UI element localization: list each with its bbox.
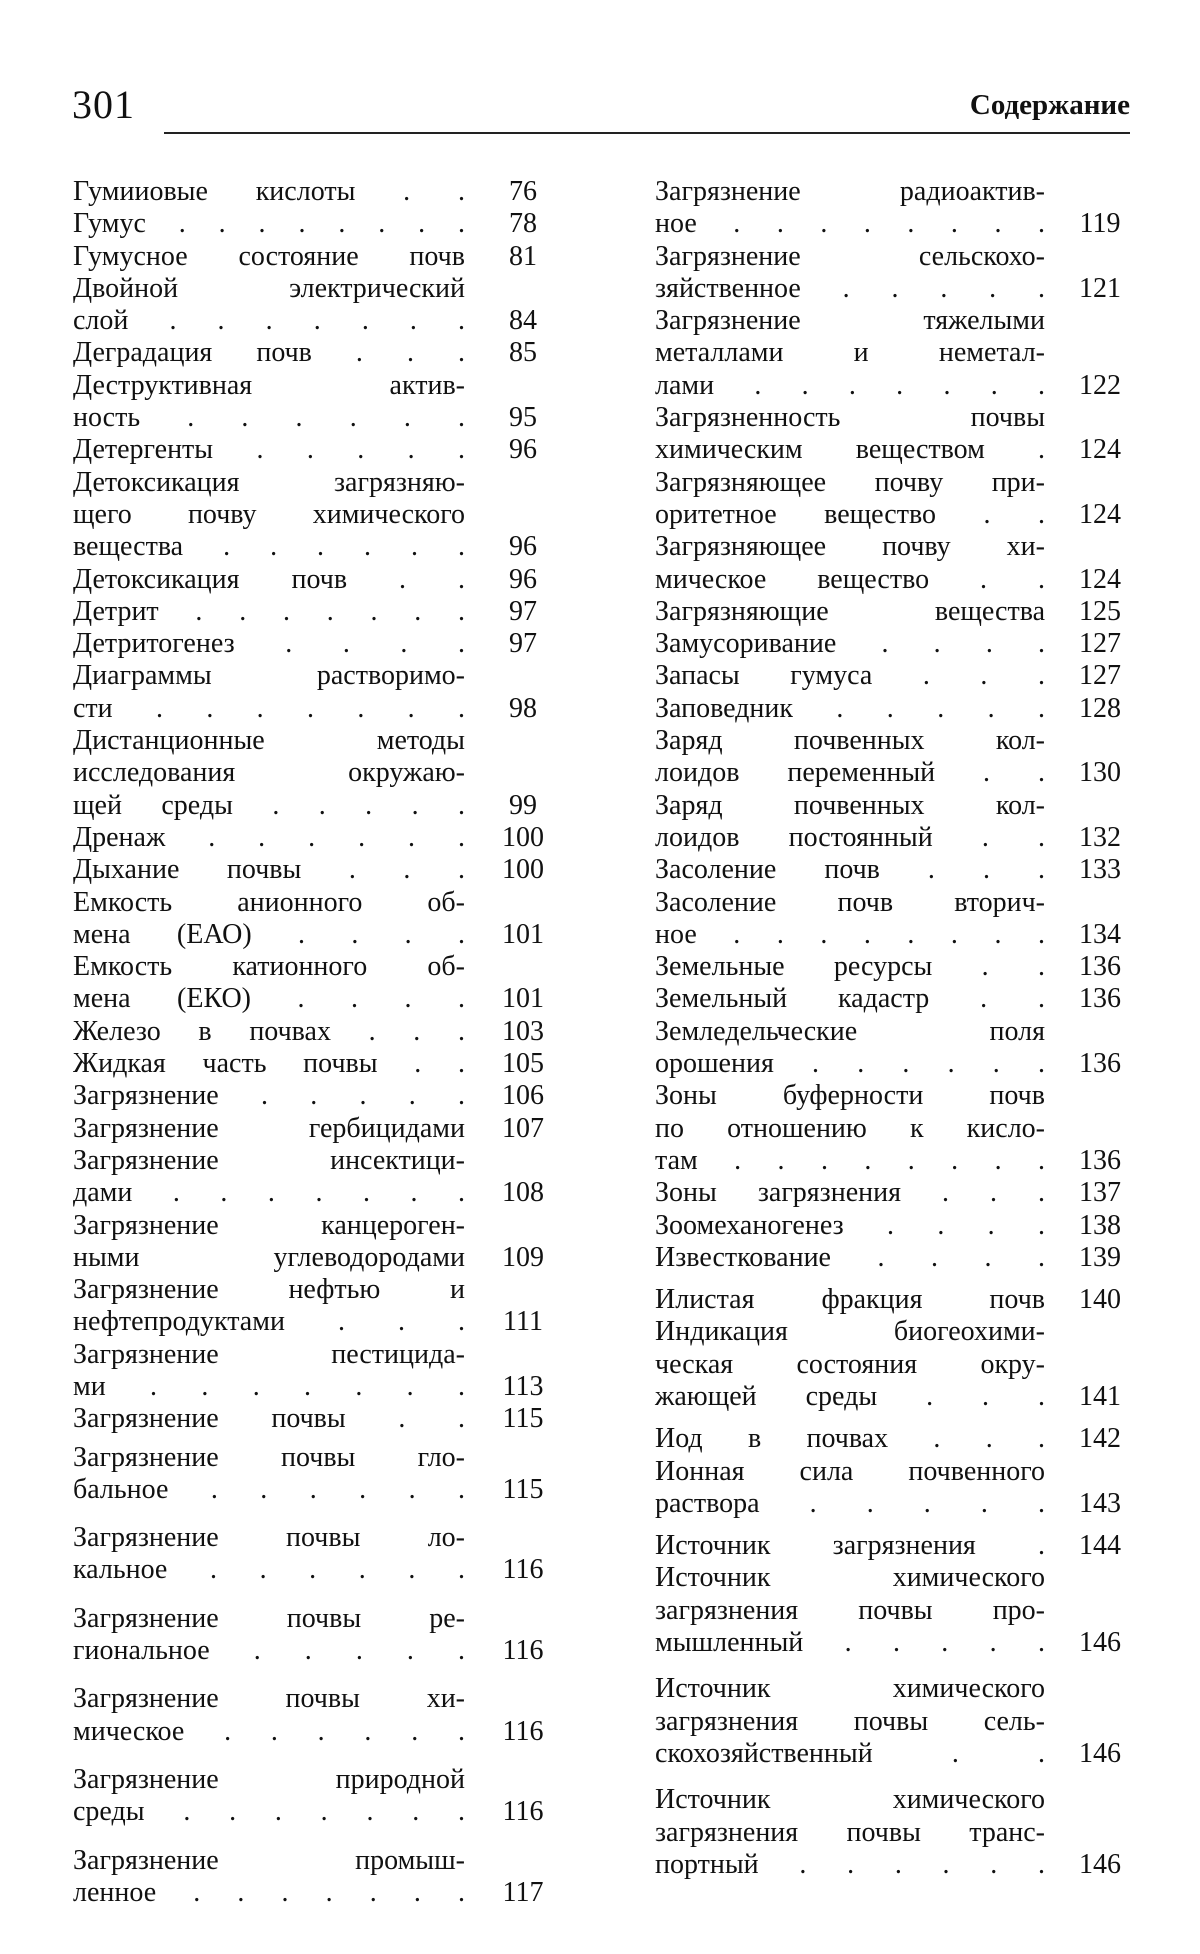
index-entry [655, 1673, 1135, 1770]
index-term-line: там . . . . . . . . [655, 1144, 1045, 1176]
index-entry [655, 628, 1135, 660]
index-page-number: 101 [502, 983, 544, 1015]
index-entry [73, 176, 568, 208]
index-page-number: 97 [509, 628, 537, 660]
index-term-line: дами . . . . . . . [73, 1177, 465, 1209]
index-page-number: 85 [509, 337, 537, 369]
index-term-line: мена (ЕКО) . . . . [73, 983, 465, 1015]
index-page-number: 115 [502, 1403, 544, 1435]
index-page-number: 95 [509, 402, 537, 434]
index-entry [73, 1442, 568, 1507]
index-entry [655, 951, 1135, 983]
index-term-line: кальное . . . . . . [73, 1554, 465, 1586]
page-number: 301 [72, 82, 135, 127]
index-term-line: Гумус . . . . . . . . [73, 208, 465, 240]
index-page-number: 134 [1079, 918, 1121, 950]
index-page-number: 133 [1079, 854, 1121, 886]
index-page-number: 124 [1079, 434, 1121, 466]
index-entry [73, 564, 568, 596]
index-entry [73, 822, 568, 854]
index-entry [73, 1403, 568, 1435]
index-term-line: Деструктивная актив- [73, 369, 465, 401]
index-term-line: Загрязнение промыш- [73, 1844, 465, 1876]
index-term-line: портный . . . . . . [655, 1848, 1045, 1880]
index-entry [73, 370, 568, 435]
index-page-number: 111 [503, 1306, 543, 1338]
index-column-right [655, 176, 1135, 1881]
index-term-line: Заряд почвенных кол- [655, 725, 1045, 757]
index-term-line: загрязнения почвы про- [655, 1594, 1045, 1626]
index-term-line: Детритогенез . . . . [73, 628, 465, 660]
index-term-line: исследования окружаю- [73, 757, 465, 789]
index-page-number: 137 [1079, 1177, 1121, 1209]
index-term-line: слой . . . . . . . [73, 305, 465, 337]
index-page-number: 128 [1079, 692, 1121, 724]
index-term-line: Загрязнение тяжелыми [655, 305, 1045, 337]
index-term-line: Замусоривание . . . . [655, 628, 1045, 660]
index-term-line: Загрязнение канцероген- [73, 1209, 465, 1241]
index-term-line: Загрязнение инсектици- [73, 1144, 465, 1176]
index-entry [655, 1530, 1135, 1562]
index-entry [73, 628, 568, 660]
index-entry [655, 596, 1135, 628]
index-entry [655, 1456, 1135, 1521]
index-term-line: Зоны буферности почв [655, 1080, 1045, 1112]
index-entry [655, 1177, 1135, 1209]
index-term-line: Детрит . . . . . . . [73, 595, 465, 627]
index-page-number: 107 [502, 1112, 544, 1144]
index-page-number: 124 [1079, 563, 1121, 595]
index-page-number: 103 [502, 1015, 544, 1047]
index-term-line: Зоны загрязнения . . . [655, 1177, 1045, 1209]
index-page-number: 116 [502, 1554, 544, 1586]
header-rule [164, 132, 1130, 134]
index-page-number: 99 [509, 789, 537, 821]
index-entry [73, 1683, 568, 1748]
index-page-number: 138 [1079, 1209, 1121, 1241]
index-term-line: загрязнения почвы сель- [655, 1705, 1045, 1737]
index-term-line: ными углеводородами [73, 1241, 465, 1273]
index-term-line: Железо в почвах . . . [73, 1015, 465, 1047]
index-entry [655, 693, 1135, 725]
index-term-line: Деградация почв . . . [73, 337, 465, 369]
index-term-line: Заряд почвенных кол- [655, 789, 1045, 821]
index-entry [73, 725, 568, 822]
index-page-number: 78 [509, 208, 537, 240]
index-entry [655, 1242, 1135, 1274]
index-term-line: орошения . . . . . . [655, 1048, 1045, 1080]
index-entry [73, 434, 568, 466]
running-title: Содержание [969, 89, 1130, 121]
index-page-number: 109 [502, 1241, 544, 1273]
index-page-number: 142 [1079, 1423, 1121, 1455]
index-term-line: по отношению к кисло- [655, 1112, 1045, 1144]
index-entry [73, 1603, 568, 1668]
index-entry [73, 241, 568, 273]
index-page-number: 98 [509, 692, 537, 724]
index-page-number: 115 [502, 1473, 544, 1505]
index-page-number: 146 [1079, 1737, 1121, 1769]
index-entry [73, 660, 568, 725]
index-term-line: ное . . . . . . . . [655, 208, 1045, 240]
index-term-line: бальное . . . . . . [73, 1473, 465, 1505]
index-term-line: Земельный кадастр . . [655, 983, 1045, 1015]
index-term-line: Двойной электрический [73, 272, 465, 304]
index-entry [73, 1113, 568, 1145]
index-page-number: 96 [509, 563, 537, 595]
index-page-number: 122 [1079, 369, 1121, 401]
index-page-number: 100 [502, 821, 544, 853]
index-page-number: 84 [509, 305, 537, 337]
index-page-number: 101 [502, 918, 544, 950]
index-entry [73, 1522, 568, 1587]
index-term-line: вещества . . . . . . [73, 531, 465, 563]
index-term-line: ленное . . . . . . . [73, 1876, 465, 1908]
index-entry [73, 337, 568, 369]
index-term-line: Гумусное состояние почв [73, 240, 465, 272]
index-entry [73, 1210, 568, 1275]
index-entry [655, 725, 1135, 790]
index-term-line: сти . . . . . . . [73, 692, 465, 724]
index-page-number: 105 [502, 1048, 544, 1080]
index-term-line: Илистая фракция почв [655, 1284, 1045, 1316]
index-page-number: 97 [509, 595, 537, 627]
index-term-line: Загрязнение . . . . . [73, 1080, 465, 1112]
index-term-line: Емкость катионного об- [73, 951, 465, 983]
index-page-number: 143 [1079, 1487, 1121, 1519]
index-page-number: 132 [1079, 821, 1121, 853]
index-term-line: мическое . . . . . . [73, 1715, 465, 1747]
index-page-number: 136 [1079, 1144, 1121, 1176]
index-term-line: гиональное . . . . . [73, 1635, 465, 1667]
index-term-line: Засоление почв вторич- [655, 886, 1045, 918]
index-term-line: Зоомеханогенез . . . . [655, 1209, 1045, 1241]
index-term-line: Диаграммы растворимо- [73, 660, 465, 692]
index-term-line: Загрязняющие вещества [655, 595, 1045, 627]
index-term-line: Загрязненность почвы [655, 402, 1045, 434]
index-term-line: Загрязнение почвы хи- [73, 1683, 465, 1715]
index-entry [73, 273, 568, 338]
index-term-line: Известкование . . . . [655, 1241, 1045, 1273]
index-term-line: мическое вещество . . [655, 563, 1045, 595]
index-term-line: раствора . . . . . [655, 1487, 1045, 1519]
index-term-line: металлами и неметал- [655, 337, 1045, 369]
index-page-number: 116 [502, 1796, 544, 1828]
index-term-line: Источник химического [655, 1673, 1045, 1705]
index-entry [73, 951, 568, 1016]
index-page-number: 113 [502, 1370, 544, 1402]
index-page-number: 100 [502, 854, 544, 886]
index-page-number: 141 [1079, 1380, 1121, 1412]
index-term-line: Загрязнение гербицидами [73, 1112, 465, 1144]
index-page-number: 136 [1079, 983, 1121, 1015]
index-entry [655, 887, 1135, 952]
index-term-line: щего почву химического [73, 498, 465, 530]
index-term-line: мышленный . . . . . [655, 1627, 1045, 1659]
index-entry [655, 176, 1135, 241]
index-term-line: Детергенты . . . . . [73, 434, 465, 466]
index-entry [655, 1080, 1135, 1177]
index-entry [655, 305, 1135, 402]
index-term-line: Загрязнение почвы . . [73, 1403, 465, 1435]
index-term-line: скохозяйственный . . [655, 1737, 1045, 1769]
index-term-line: Дистанционные методы [73, 725, 465, 757]
index-term-line: ное . . . . . . . . [655, 918, 1045, 950]
index-page-number: 119 [1079, 208, 1121, 240]
index-term-line: Загрязнение природной [73, 1763, 465, 1795]
index-term-line: Гумииовые кислоты . . [73, 176, 465, 207]
index-page-number: 76 [509, 176, 537, 207]
index-term-line: Загрязнение сельскохо- [655, 240, 1045, 272]
index-column-left [73, 176, 568, 1909]
index-term-line: Иод в почвах . . . [655, 1423, 1045, 1455]
index-page-number: 139 [1079, 1241, 1121, 1273]
index-term-line: Загрязнение почвы ло- [73, 1522, 465, 1554]
index-page-number: 117 [502, 1876, 544, 1908]
index-term-line: ческая состояния окру- [655, 1348, 1045, 1380]
index-term-line: химическим веществом . [655, 434, 1045, 466]
index-term-line: Детоксикация загрязняю- [73, 466, 465, 498]
index-entry [655, 1316, 1135, 1413]
index-page-number: 127 [1079, 660, 1121, 692]
index-term-line: Жидкая часть почвы . . [73, 1048, 465, 1080]
index-page-number: 146 [1079, 1627, 1121, 1659]
index-term-line: мена (ЕАО) . . . . [73, 918, 465, 950]
index-page-number: 127 [1079, 628, 1121, 660]
index-term-line: Детоксикация почв . . [73, 563, 465, 595]
index-term-line: лоидов постоянный . . [655, 821, 1045, 853]
index-entry [655, 790, 1135, 855]
index-entry [73, 596, 568, 628]
index-term-line: лоидов переменный . . [655, 757, 1045, 789]
index-entry [655, 854, 1135, 886]
index-entry [73, 1080, 568, 1112]
index-page-number: 146 [1079, 1848, 1121, 1880]
index-page-number: 106 [502, 1080, 544, 1112]
index-term-line: Земледельческие поля [655, 1015, 1045, 1047]
index-page-number: 124 [1079, 498, 1121, 530]
index-term-line: Загрязнение почвы ре- [73, 1602, 465, 1634]
index-entry [655, 402, 1135, 467]
index-term-line: Запасы гумуса . . . [655, 660, 1045, 692]
index-term-line: зяйственное . . . . . [655, 272, 1045, 304]
index-page-number: 121 [1079, 272, 1121, 304]
index-term-line: Дренаж . . . . . . [73, 821, 465, 853]
index-entry [655, 531, 1135, 596]
index-entry [655, 467, 1135, 532]
index-entry [73, 854, 568, 886]
index-term-line: оритетное вещество . . [655, 498, 1045, 530]
index-term-line: Земельные ресурсы . . [655, 951, 1045, 983]
index-term-line: лами . . . . . . . [655, 369, 1045, 401]
index-entry [73, 467, 568, 564]
index-page-number: 144 [1079, 1530, 1121, 1562]
index-page-number: 108 [502, 1177, 544, 1209]
index-term-line: Засоление почв . . . [655, 854, 1045, 886]
index-entry [655, 1210, 1135, 1242]
index-term-line: Заповедник . . . . . [655, 692, 1045, 724]
index-entry [655, 1784, 1135, 1881]
index-entry [73, 1048, 568, 1080]
index-term-line: нефтепродуктами . . . [73, 1306, 465, 1338]
index-page-number: 136 [1079, 1048, 1121, 1080]
index-page-number: 96 [509, 531, 537, 563]
index-page-number: 96 [509, 434, 537, 466]
index-term-line: ми . . . . . . . [73, 1370, 465, 1402]
index-term-line: жающей среды . . . [655, 1380, 1045, 1412]
index-term-line: Загрязняющее почву хи- [655, 531, 1045, 563]
page-header [72, 80, 1130, 130]
index-entry [655, 1562, 1135, 1659]
index-term-line: Загрязнение радиоактив- [655, 176, 1045, 207]
index-page-number: 81 [509, 240, 537, 272]
index-term-line: Ионная сила почвенного [655, 1455, 1045, 1487]
index-term-line: Загрязнение почвы гло- [73, 1441, 465, 1473]
index-page-number: 116 [502, 1715, 544, 1747]
index-entry [655, 1284, 1135, 1316]
index-entry [73, 1145, 568, 1210]
index-term-line: среды . . . . . . . [73, 1796, 465, 1828]
index-term-line: Источник химического [655, 1784, 1045, 1816]
index-entry [73, 1845, 568, 1910]
index-entry [73, 1764, 568, 1829]
index-term-line: Источник химического [655, 1562, 1045, 1594]
index-term-line: загрязнения почвы транс- [655, 1816, 1045, 1848]
index-entry [655, 241, 1135, 306]
index-entry [655, 1016, 1135, 1081]
index-page-number: 140 [1079, 1284, 1121, 1316]
index-term-line: Емкость анионного об- [73, 886, 465, 918]
index-term-line: Дыхание почвы . . . [73, 854, 465, 886]
index-term-line: Загрязняющее почву при- [655, 466, 1045, 498]
index-entry [73, 1274, 568, 1339]
index-page-number: 125 [1079, 595, 1121, 627]
index-entry [655, 660, 1135, 692]
index-entry [73, 208, 568, 240]
index-term-line: Источник загрязнения . [655, 1530, 1045, 1562]
index-term-line: ность . . . . . . [73, 402, 465, 434]
index-page-number: 130 [1079, 757, 1121, 789]
index-term-line: щей среды . . . . . [73, 789, 465, 821]
index-term-line: Загрязнение пестицида- [73, 1338, 465, 1370]
index-page-number: 116 [502, 1635, 544, 1667]
index-term-line: Загрязнение нефтью и [73, 1274, 465, 1306]
index-entry [73, 1016, 568, 1048]
index-entry [655, 1423, 1135, 1455]
index-term-line: Индикация биогеохими- [655, 1316, 1045, 1348]
index-entry [73, 1339, 568, 1404]
index-page-number: 136 [1079, 951, 1121, 983]
index-entry [655, 983, 1135, 1015]
index-entry [73, 887, 568, 952]
